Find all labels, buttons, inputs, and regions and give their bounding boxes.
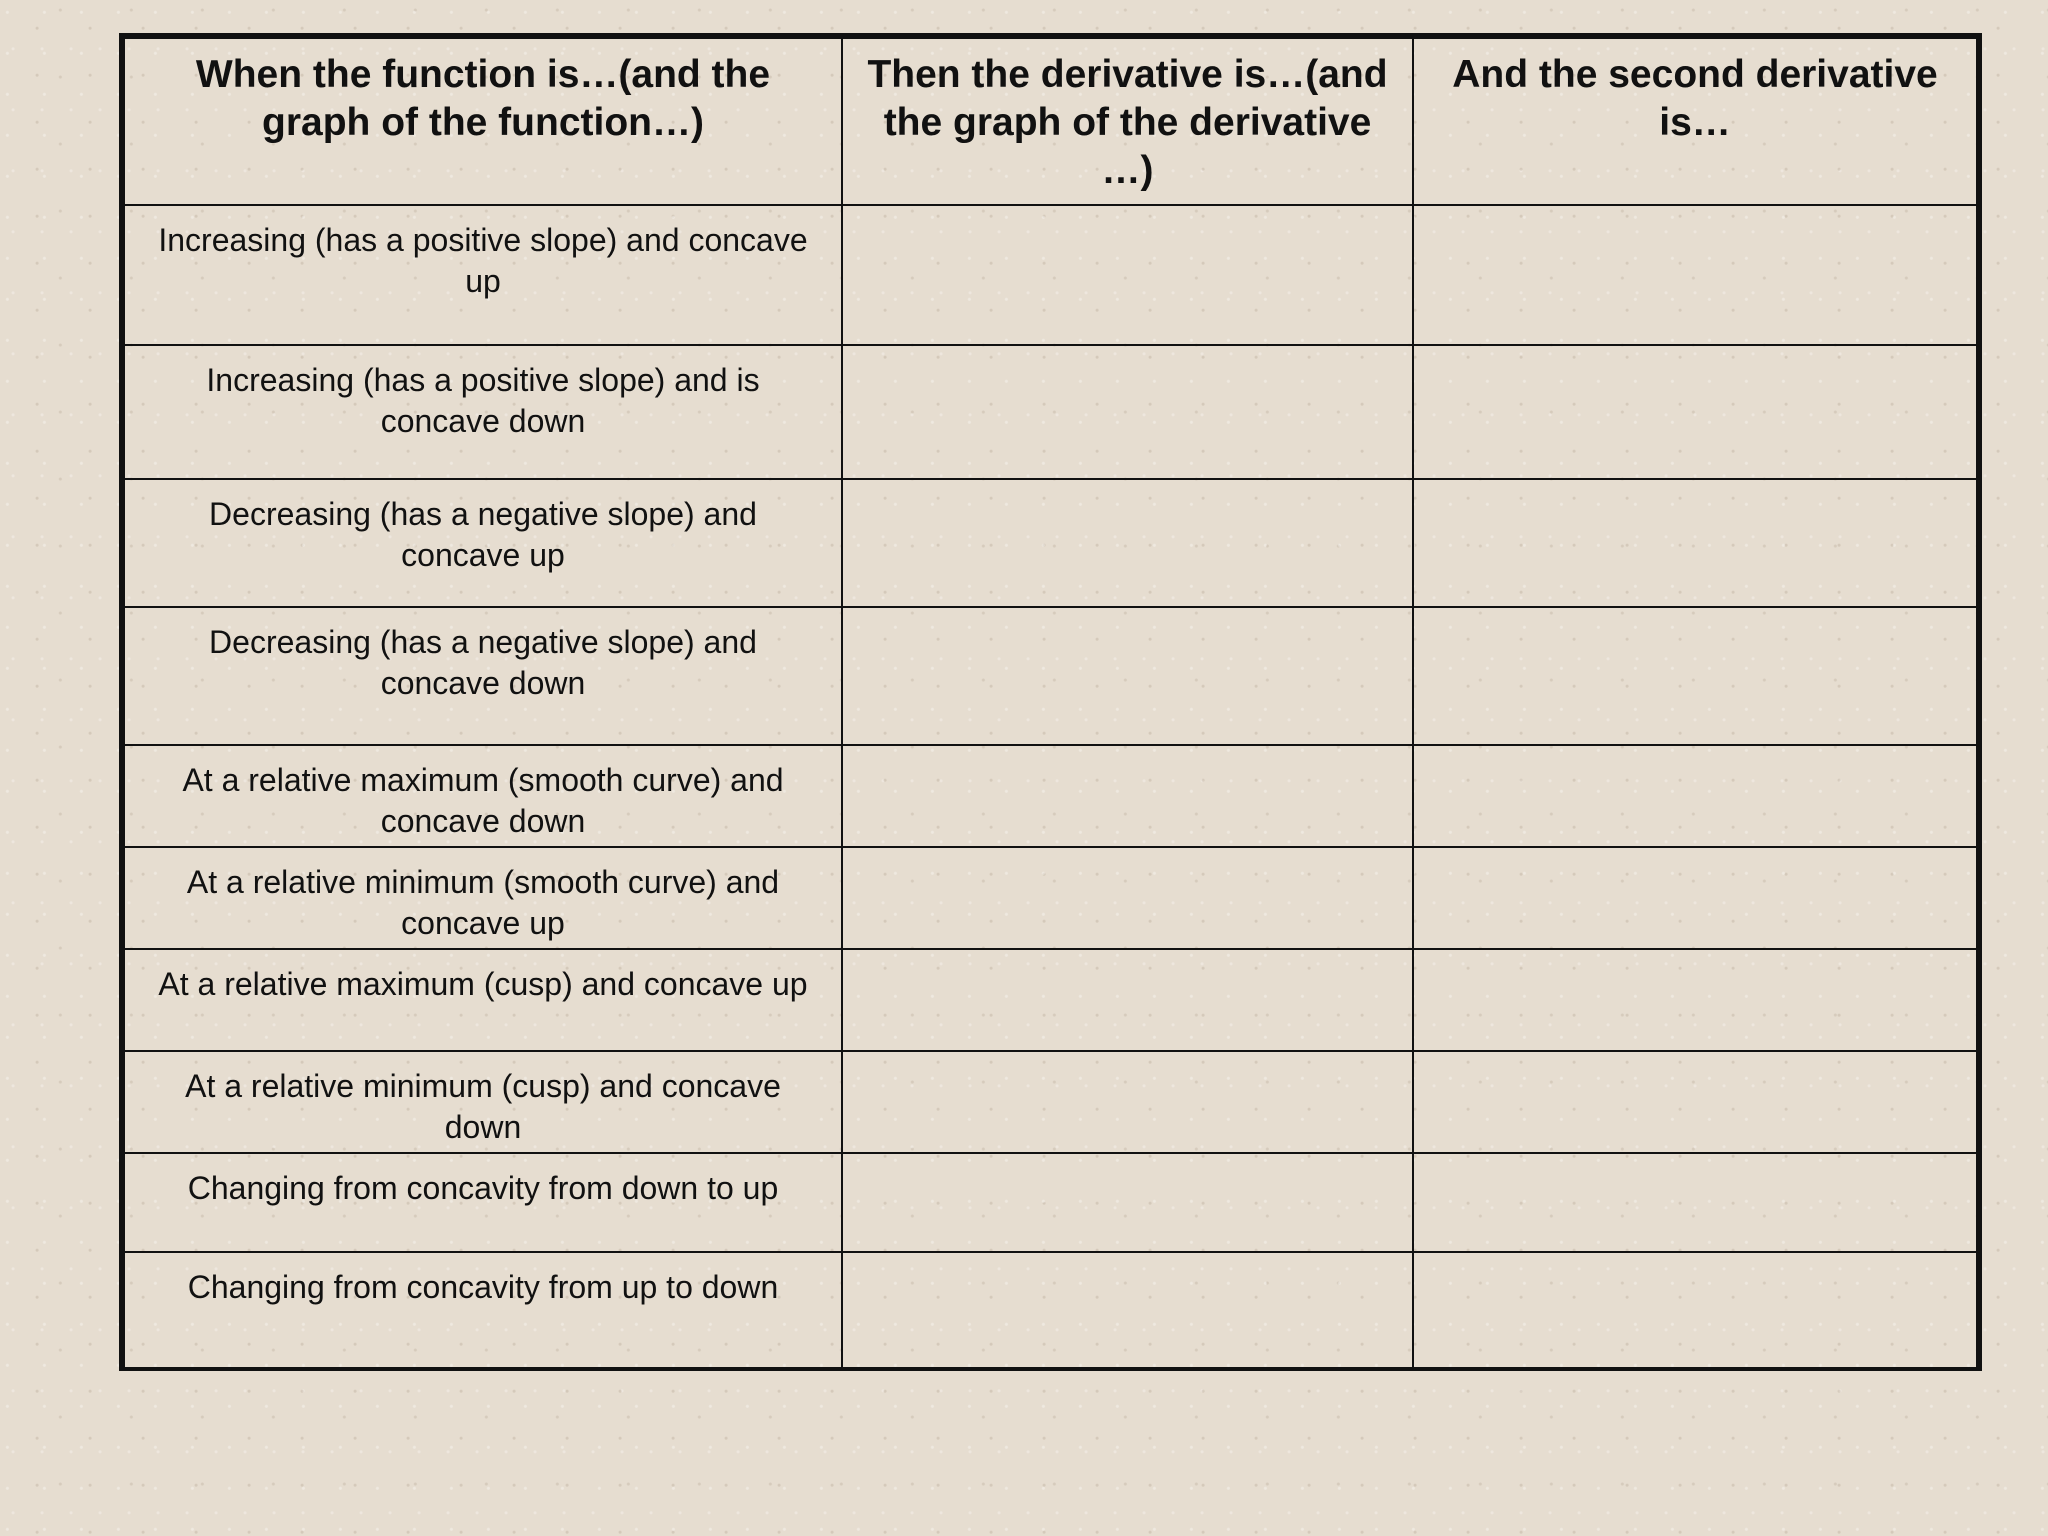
derivative-cell[interactable] <box>842 345 1413 479</box>
function-cell: At a relative maximum (smooth curve) and concave down <box>124 745 842 847</box>
table-row <box>124 205 1977 345</box>
derivative-cell[interactable] <box>842 1252 1413 1370</box>
header-row <box>124 38 1977 205</box>
table-row <box>124 1252 1977 1370</box>
second-derivative-cell[interactable] <box>1413 949 1977 1051</box>
derivative-cell[interactable] <box>842 205 1413 345</box>
derivative-cell[interactable] <box>842 745 1413 847</box>
table-row <box>124 607 1977 745</box>
function-cell: Decreasing (has a negative slope) and concave down <box>124 607 842 745</box>
function-cell: Decreasing (has a negative slope) and concave up <box>124 479 842 607</box>
function-cell: At a relative minimum (cusp) and concave down <box>124 1051 842 1153</box>
second-derivative-cell[interactable] <box>1413 205 1977 345</box>
derivative-cell[interactable] <box>842 847 1413 949</box>
derivative-cell[interactable] <box>842 479 1413 607</box>
table-row <box>124 745 1977 847</box>
table-row <box>124 847 1977 949</box>
derivative-table <box>123 37 1978 1371</box>
function-cell: At a relative minimum (smooth curve) and concave up <box>124 847 842 949</box>
second-derivative-cell[interactable] <box>1413 479 1977 607</box>
function-cell: Changing from concavity from down to up <box>124 1153 842 1252</box>
table-row <box>124 479 1977 607</box>
second-derivative-cell[interactable] <box>1413 1051 1977 1153</box>
derivative-cell[interactable] <box>842 1051 1413 1153</box>
second-derivative-cell[interactable] <box>1413 1153 1977 1252</box>
function-cell: Increasing (has a positive slope) and concave up <box>124 205 842 345</box>
header-derivative: Then the derivative is…(and the graph of the derivative …) <box>842 38 1413 205</box>
table-row <box>124 949 1977 1051</box>
second-derivative-cell[interactable] <box>1413 745 1977 847</box>
function-cell: Increasing (has a positive slope) and is concave down <box>124 345 842 479</box>
derivative-cell[interactable] <box>842 949 1413 1051</box>
table-row <box>124 345 1977 479</box>
second-derivative-cell[interactable] <box>1413 345 1977 479</box>
function-cell: Changing from concavity from up to down <box>124 1252 842 1370</box>
second-derivative-cell[interactable] <box>1413 607 1977 745</box>
second-derivative-cell[interactable] <box>1413 1252 1977 1370</box>
function-cell: At a relative maximum (cusp) and concave up <box>124 949 842 1051</box>
second-derivative-cell[interactable] <box>1413 847 1977 949</box>
derivative-table-frame <box>119 33 1982 1371</box>
header-function: When the function is…(and the graph of the function…) <box>124 38 842 205</box>
derivative-cell[interactable] <box>842 1153 1413 1252</box>
table-row <box>124 1051 1977 1153</box>
table-row <box>124 1153 1977 1252</box>
derivative-cell[interactable] <box>842 607 1413 745</box>
header-second-derivative: And the second derivative is… <box>1413 38 1977 205</box>
